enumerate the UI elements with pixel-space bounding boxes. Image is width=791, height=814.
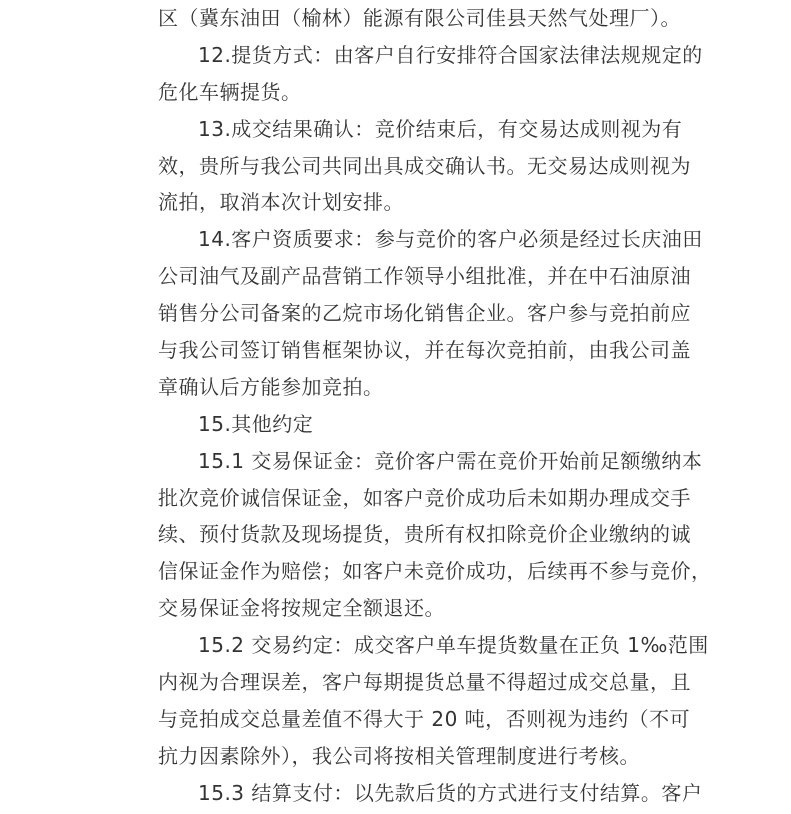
document-body [158, 0, 712, 812]
text-line-2: 12.提货方式：由客户自行安排符合国家法律法规规定的 [198, 42, 703, 67]
text-line-10: 与我公司签订销售框架协议，并在每次竞拍前，由我公司盖 [158, 338, 691, 363]
text-line-14: 批次竞价诚信保证金，如客户竞价成功后未如期办理成交手 [158, 485, 691, 510]
text-line-12: 15.其他约定 [198, 411, 314, 436]
text-line-20: 与竞拍成交总量差值不得大于 20 吨，否则视为违约（不可 [158, 706, 691, 731]
text-line-17: 交易保证金将按规定全额退还。 [158, 596, 445, 621]
text-line-6: 流拍，取消本次计划安排。 [158, 190, 404, 215]
text-line-19: 内视为合理误差，客户每期提货总量不得超过成交总量，且 [158, 670, 691, 695]
text-line-5: 效，贵所与我公司共同出具成交确认书。无交易达成则视为 [158, 153, 691, 178]
text-line-3: 危化车辆提货。 [158, 79, 302, 104]
text-line-8: 公司油气及副产品营销工作领导小组批准，并在中石油原油 [158, 264, 691, 289]
text-line-21: 抗力因素除外），我公司将按相关管理制度进行考核。 [158, 743, 640, 768]
text-line-11: 章确认后方能参加竞拍。 [158, 374, 384, 399]
text-line-1: 区（冀东油田（榆林）能源有限公司佳县天然气处理厂）。 [158, 6, 681, 30]
text-line-4: 13.成交结果确认：竞价结束后，有交易达成则视为有 [198, 116, 683, 141]
text-line-16: 信保证金作为赔偿；如客户未竞价成功，后续再不参与竞价， [158, 559, 712, 584]
text-line-7: 14.客户资质要求：参与竞价的客户必须是经过长庆油田 [198, 227, 703, 252]
text-line-22: 15.3 结算支付：以先款后货的方式进行支付结算。客户 [198, 780, 703, 805]
text-line-15: 续、预付货款及现场提货，贵所有权扣除竞价企业缴纳的诚 [158, 522, 691, 547]
text-line-18: 15.2 交易约定：成交客户单车提货数量在正负 1‰范围 [198, 633, 709, 658]
text-line-9: 销售分公司备案的乙烷市场化销售企业。客户参与竞拍前应 [158, 301, 691, 326]
text-line-13: 15.1 交易保证金：竞价客户需在竞价开始前足额缴纳本 [198, 448, 703, 473]
